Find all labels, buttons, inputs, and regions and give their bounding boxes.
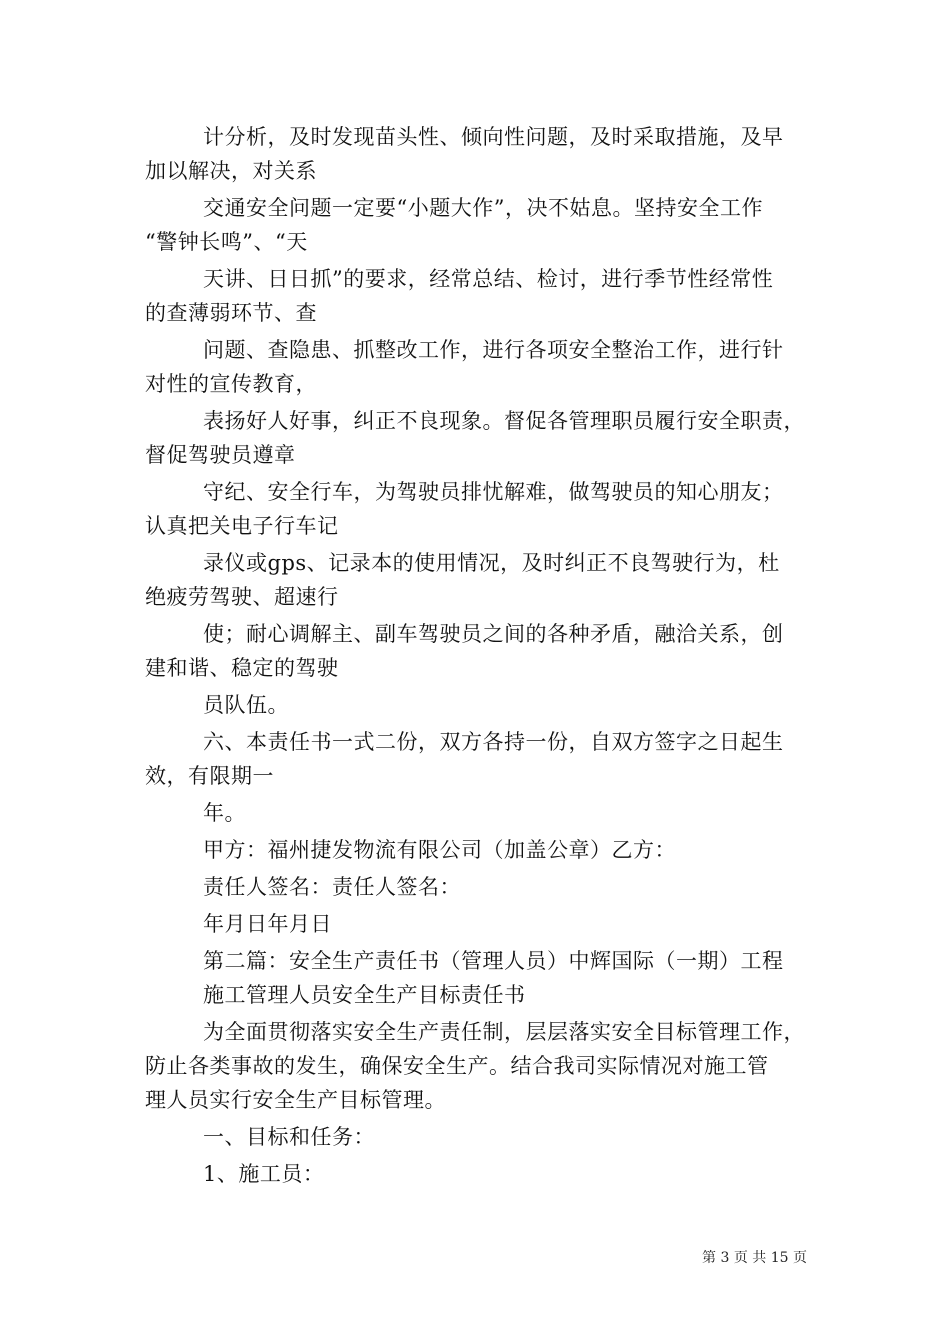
list-item: 1、施工员：	[203, 1162, 325, 1186]
paragraph-line: 效，有限期一	[145, 764, 274, 788]
signature-person-line: 责任人签名：责任人签名：	[203, 875, 461, 899]
paragraph: 年。	[203, 801, 246, 825]
paragraph-continuation	[145, 651, 810, 685]
paragraph-line: 守纪、安全行车，为驾驶员排忧解难，做驾驶员的知心朋友；	[203, 480, 784, 504]
paragraph-continuation	[145, 1083, 810, 1117]
paragraph-line: 六、本责任书一式二份，双方各持一份，自双方签字之日起生	[203, 730, 784, 754]
paragraph-line: 录仪或gps、记录本的使用情况，及时纠正不良驾驶行为，杜	[203, 551, 780, 575]
paragraph-line: “警钟长鸣”、“天	[145, 230, 308, 254]
paragraph-continuation	[145, 580, 810, 614]
paragraph-continuation	[145, 225, 810, 259]
paragraph-line: 使；耐心调解主、副车驾驶员之间的各种矛盾，融洽关系，创	[203, 622, 784, 646]
paragraph	[145, 725, 810, 759]
section-heading: 第二篇：安全生产责任书（管理人员）中辉国际（一期）工程	[203, 949, 784, 973]
paragraph-line: 问题、查隐患、抓整改工作，进行各项安全整治工作，进行针	[203, 338, 784, 362]
paragraph-line: 绝疲劳驾驶、超速行	[145, 585, 339, 609]
paragraph-line: 建和谐、稳定的驾驶	[145, 656, 339, 680]
paragraph-line: 认真把关电子行车记	[145, 514, 339, 538]
paragraph-line: 防止各类事故的发生，确保安全生产。结合我司实际情况对施工管	[145, 1054, 769, 1078]
paragraph-line: 为全面贯彻落实安全生产责任制，层层落实安全目标管理工作，	[203, 1020, 805, 1044]
paragraph-continuation	[145, 367, 810, 401]
paragraph-line: 理人员实行安全生产目标管理。	[145, 1088, 446, 1112]
paragraph-continuation	[145, 296, 810, 330]
paragraph	[145, 546, 810, 580]
paragraph-continuation	[145, 509, 810, 543]
paragraph-line: 天讲、日日抓”的要求，经常总结、检讨，进行季节性经常性	[203, 267, 774, 291]
paragraph	[145, 475, 810, 509]
document-body	[145, 120, 810, 1191]
page-number: 第 3 页 共 15 页	[702, 1250, 807, 1266]
paragraph	[145, 191, 810, 225]
paragraph-continuation	[145, 759, 810, 793]
signature-date-line: 年月日年月日	[203, 912, 332, 936]
list-heading: 一、目标和任务：	[203, 1125, 375, 1149]
section-subtitle: 施工管理人员安全生产目标责任书	[203, 983, 526, 1007]
paragraph-line: 计分析，及时发现苗头性、倾向性问题，及时采取措施，及早	[203, 125, 784, 149]
paragraph: 员队伍。	[203, 693, 289, 717]
paragraph	[145, 404, 810, 438]
paragraph	[145, 120, 810, 154]
paragraph	[145, 617, 810, 651]
paragraph-line: 督促驾驶员遵章	[145, 443, 296, 467]
paragraph	[145, 1015, 810, 1049]
paragraph-line: 交通安全问题一定要“小题大作”，决不姑息。坚持安全工作	[203, 196, 763, 220]
paragraph-line: 对性的宣传教育，	[145, 372, 317, 396]
paragraph-continuation	[145, 438, 810, 472]
paragraph-continuation	[145, 154, 810, 188]
paragraph-line: 的查薄弱环节、查	[145, 301, 317, 325]
paragraph-continuation	[145, 1049, 810, 1083]
signature-party-line: 甲方：福州捷发物流有限公司（加盖公章）乙方：	[203, 838, 676, 862]
paragraph-line: 表扬好人好事，纠正不良现象。督促各管理职员履行安全职责，	[203, 409, 805, 433]
paragraph	[145, 262, 810, 296]
paragraph-line: 加以解决，对关系	[145, 159, 317, 183]
paragraph	[145, 333, 810, 367]
